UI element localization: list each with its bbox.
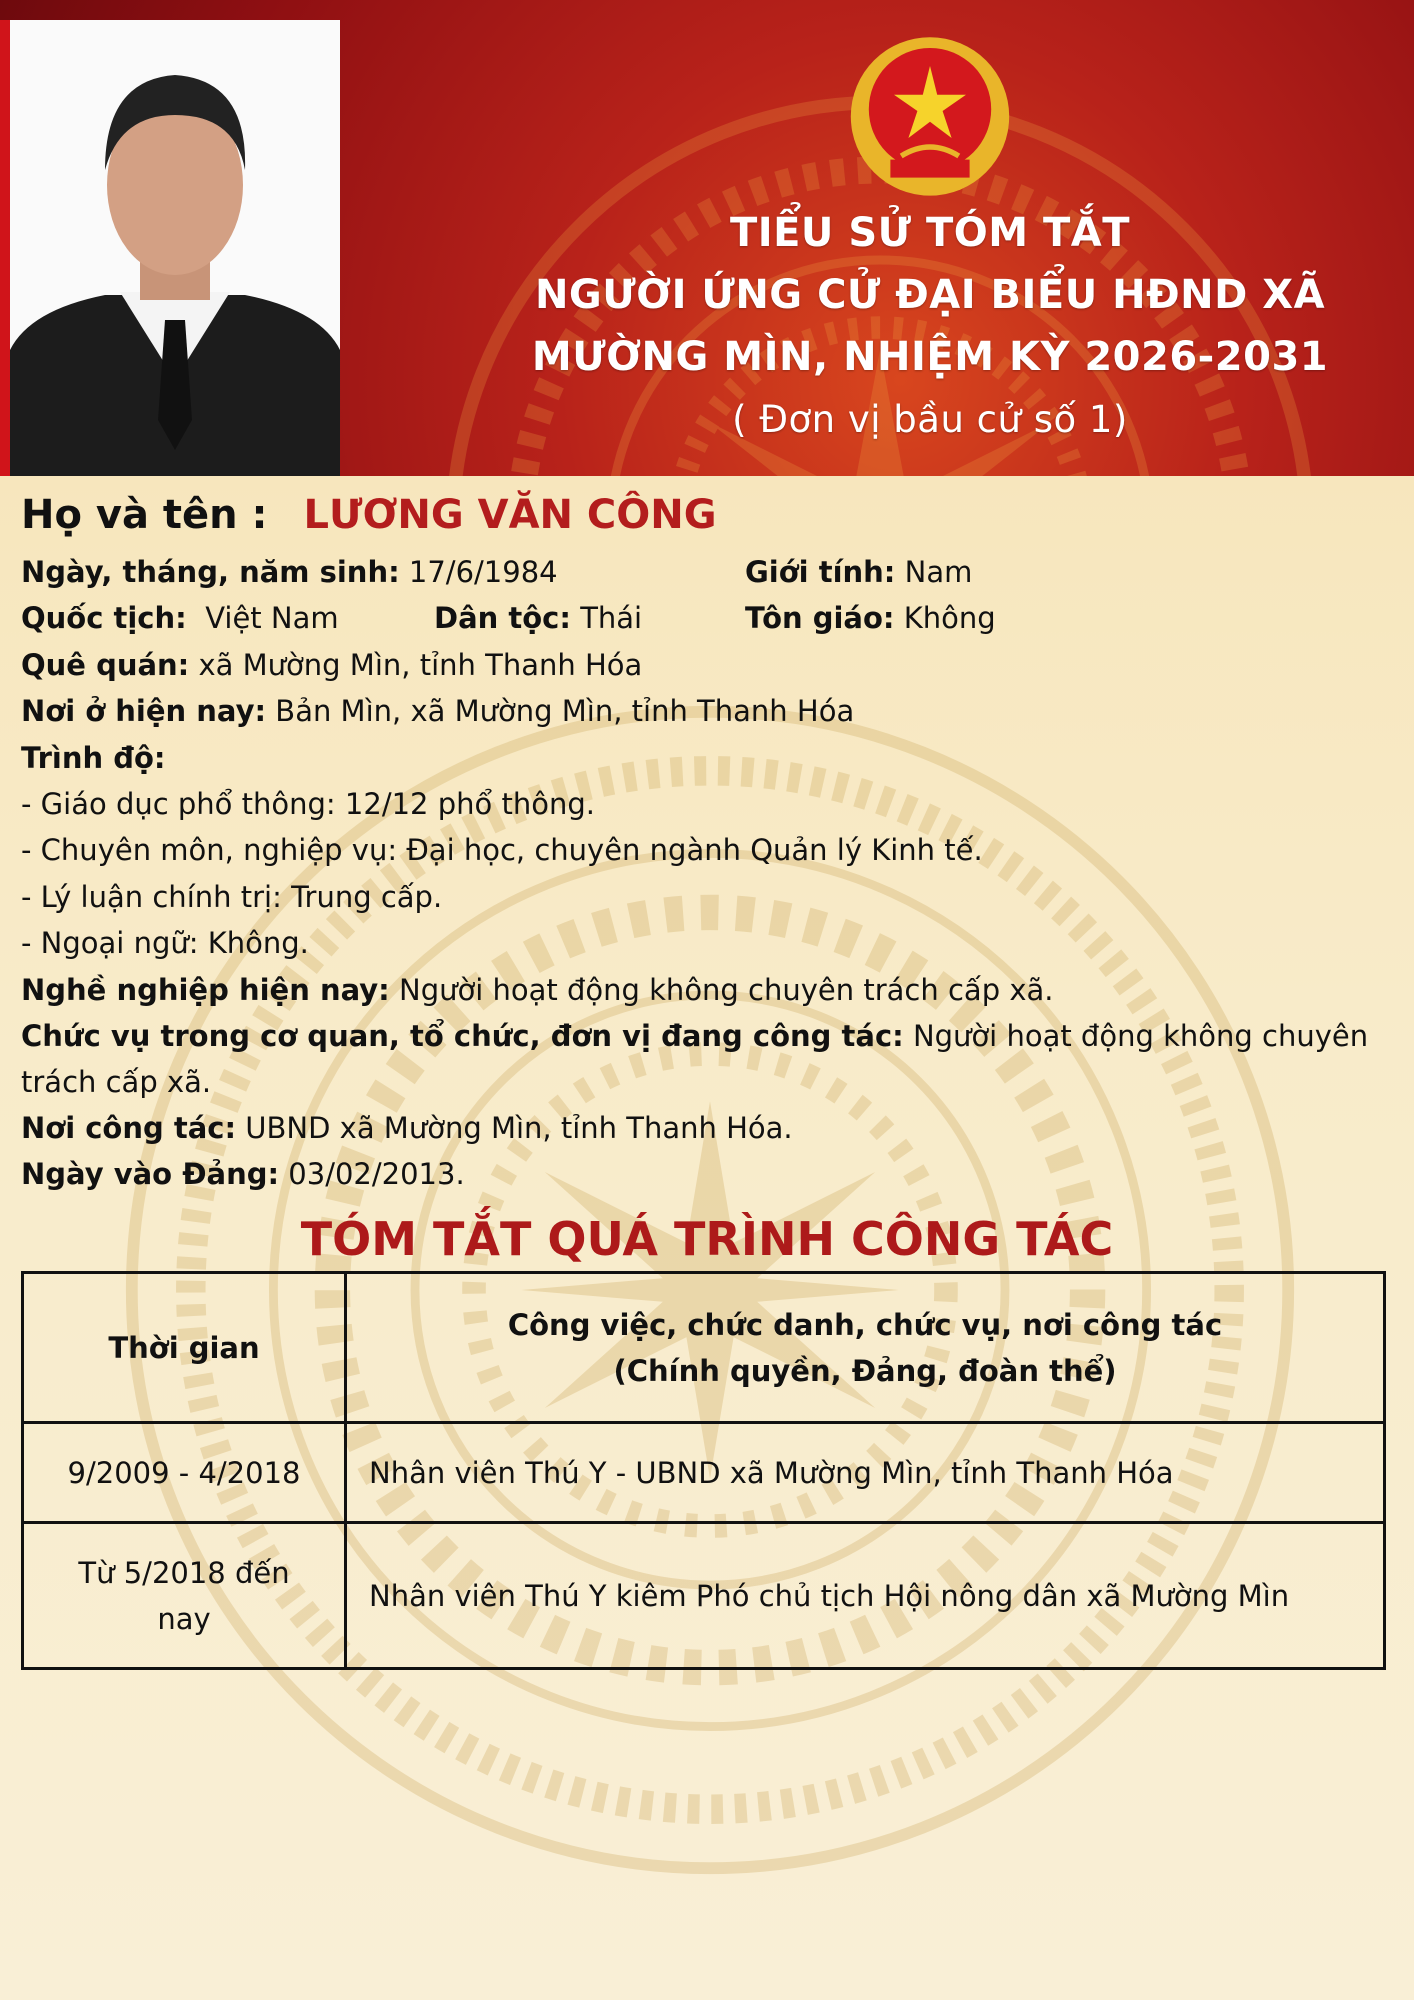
residence-value: Bản Mìn, xã Mường Mìn, tỉnh Thanh Hóa (275, 694, 855, 728)
row-time (23, 1523, 346, 1669)
workplace-label: Nơi công tác: (21, 1111, 237, 1145)
header-description (346, 1273, 1385, 1423)
religion-value: Không (903, 601, 996, 635)
hometown-label: Quê quán: (21, 648, 190, 682)
education-item: - Lý luận chính trị: Trung cấp. (21, 880, 443, 914)
education-item: - Chuyên môn, nghiệp vụ: Đại học, chuyên ngành Quản lý Kinh tế. (21, 833, 983, 867)
dob-value: 17/6/1984 (408, 555, 558, 589)
name-row (21, 490, 717, 543)
table-row (23, 1423, 1385, 1523)
table-header-row (23, 1273, 1385, 1423)
header-banner (0, 0, 1414, 476)
candidate-name: LƯƠNG VĂN CÔNG (303, 492, 717, 538)
position-row (21, 1016, 1368, 1056)
row-time: 9/2009 - 4/2018 (23, 1423, 346, 1523)
occupation-row (21, 970, 1053, 1010)
party-date: 03/02/2013. (288, 1157, 465, 1191)
title-line-2: NGƯỜI ỨNG CỬ ĐẠI BIỂU HĐND XÃ (534, 272, 1326, 318)
gender-label: Giới tính: (745, 555, 896, 589)
career-table (21, 1271, 1386, 1670)
position-label: Chức vụ trong cơ quan, tổ chức, đơn vị đang công tác: (21, 1019, 904, 1053)
workplace-value: UBND xã Mường Mìn, tỉnh Thanh Hóa. (245, 1111, 793, 1145)
row-time-line2: nay (157, 1601, 211, 1636)
occupation-value: Người hoạt động không chuyên trách cấp xã. (399, 973, 1054, 1007)
accent-stripe (0, 20, 10, 476)
ethnicity-row (434, 598, 642, 638)
career-section-title: TÓM TẮT QUÁ TRÌNH CÔNG TÁC (300, 1212, 1114, 1266)
header-description-line2: (Chính quyền, Đảng, đoàn thể) (613, 1353, 1117, 1388)
dob-label: Ngày, tháng, năm sinh: (21, 555, 400, 589)
hometown-value: xã Mường Mìn, tỉnh Thanh Hóa (198, 648, 643, 682)
education-label-row (21, 738, 166, 778)
nationality-row (21, 598, 339, 638)
religion-row (745, 598, 996, 638)
dob-row (21, 552, 558, 592)
row-description: Nhân viên Thú Y kiêm Phó chủ tịch Hội nông dân xã Mường Mìn (346, 1523, 1385, 1669)
residence-label: Nơi ở hiện nay: (21, 694, 267, 728)
position-cont: trách cấp xã. (21, 1065, 212, 1099)
ethnicity-label: Dân tộc: (434, 601, 571, 635)
hometown-row (21, 645, 642, 685)
residence-row (21, 691, 854, 731)
religion-label: Tôn giáo: (745, 601, 895, 635)
subtitle: ( Đơn vị bầu cử số 1) (732, 398, 1128, 441)
party-row (21, 1154, 465, 1194)
occupation-label: Nghề nghiệp hiện nay: (21, 973, 390, 1007)
education-label: Trình độ: (21, 741, 166, 775)
party-label: Ngày vào Đảng: (21, 1157, 280, 1191)
header-description-line1: Công việc, chức danh, chức vụ, nơi công tác (507, 1307, 1223, 1342)
education-item: - Ngoại ngữ: Không. (21, 926, 309, 960)
header-time: Thời gian (23, 1273, 346, 1423)
nationality-label: Quốc tịch: (21, 601, 187, 635)
nationality-value: Việt Nam (205, 601, 339, 635)
gender-value: Nam (904, 555, 973, 589)
position-value: Người hoạt động không chuyên (912, 1019, 1369, 1053)
row-time-line1: Từ 5/2018 đến (78, 1555, 290, 1590)
gender-row (745, 552, 972, 592)
education-item: - Giáo dục phổ thông: 12/12 phổ thông. (21, 787, 595, 821)
title-line-1: TIỂU SỬ TÓM TẮT (729, 210, 1131, 256)
name-label: Họ và tên : (21, 492, 268, 538)
row-description: Nhân viên Thú Y - UBND xã Mường Mìn, tỉnh Thanh Hóa (346, 1423, 1385, 1523)
national-emblem (840, 30, 1020, 210)
workplace-row (21, 1108, 793, 1148)
ethnicity-value: Thái (580, 601, 643, 635)
table-row (23, 1523, 1385, 1669)
title-line-3: MƯỜNG MÌN, NHIỆM KỲ 2026-2031 (531, 334, 1329, 380)
candidate-photo (10, 20, 340, 476)
